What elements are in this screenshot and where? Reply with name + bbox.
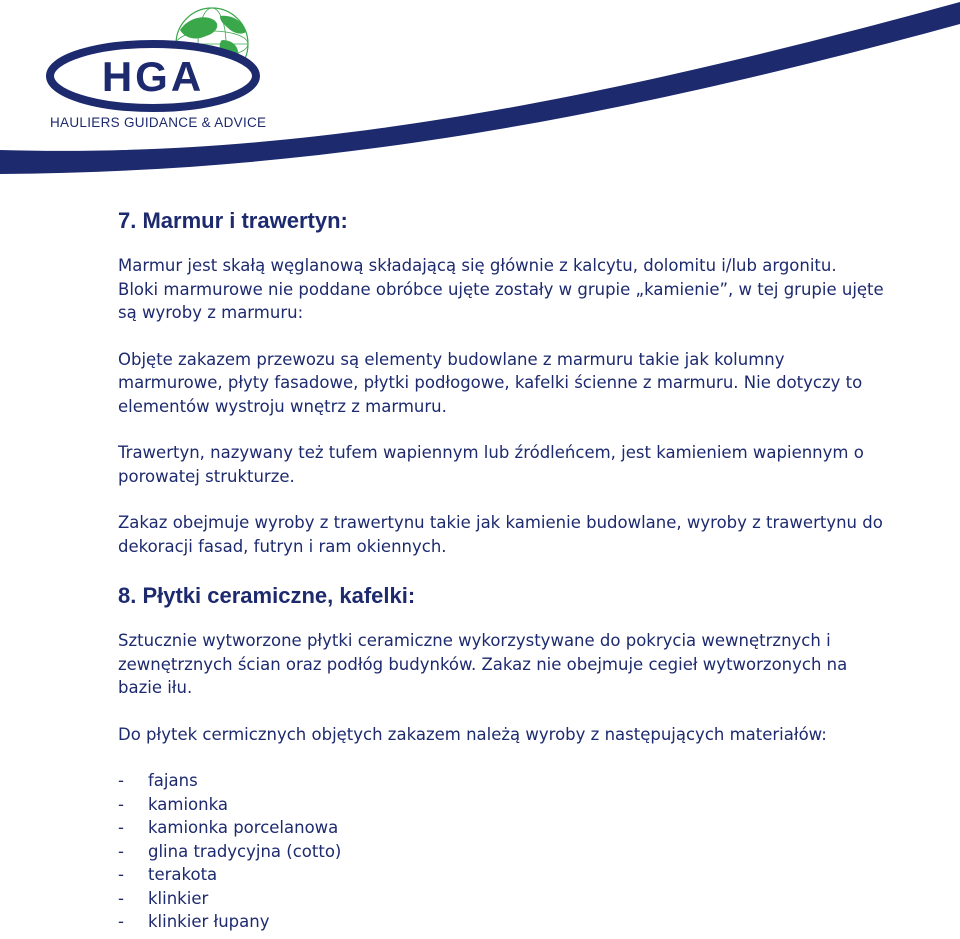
text-line: dekoracji fasad, futryn i ram okiennych. [118,536,447,556]
list-bullet: - [118,841,124,861]
list-item-text: klinkier łupany [148,912,270,931]
text-line: zewnętrznych ścian oraz podłóg budynków. Zakaz nie obejmuje cegieł wytworzonych na [118,654,848,674]
list-bullet: - [118,912,124,931]
list-item [118,769,918,793]
text-line: porowatej strukturze. [118,466,295,486]
section-marble-travertine [118,206,918,558]
list-item-text: klinkier [148,888,209,908]
text-line: elementów wystroju wnętrz z marmuru. [118,396,447,416]
list-bullet: - [118,888,124,908]
paragraph [118,348,918,419]
text-line: Zakaz obejmuje wyroby z trawertynu takie jak kamienie budowlane, wyroby z trawertynu do [118,513,883,532]
paragraph [118,629,918,700]
list-bullet: - [118,818,124,837]
page-header [0,0,960,180]
list-item [118,910,918,934]
section-ceramic-tiles [118,581,918,934]
list-bullet: - [118,771,124,790]
list-bullet: - [118,865,124,884]
list-item-text: terakota [148,865,218,884]
list-item [118,887,918,911]
paragraph [118,723,918,747]
text-line: Marmur jest skałą węglanową składającą się głównie z kalcytu, dolomitu i/lub argonitu. [118,256,837,275]
list-item-text: fajans [148,771,198,790]
hga-logo [50,44,256,108]
list-item [118,793,918,817]
list-item [118,816,918,840]
logo-letters: HGA [101,53,205,100]
paragraph [118,254,918,325]
list-item-text: kamionka [148,794,228,814]
list-item-text: glina tradycyjna (cotto) [148,841,342,861]
paragraph [118,511,918,558]
text-line: Trawertyn, nazywany też tufem wapiennym lub źródleńcem, jest kamieniem wapiennym o [118,443,864,462]
list-item-text: kamionka porcelanowa [148,818,339,837]
text-line: Bloki marmurowe nie poddane obróbce ujęte zostały w grupie „kamienie”, w tej grupie ujęte [118,279,884,299]
section-title: 7. Marmur i trawertyn: [118,208,348,233]
list-item [118,863,918,887]
header-graphics [0,0,960,180]
text-line: Objęte zakazem przewozu są elementy budowlane z marmuru takie jak kolumny [118,349,785,369]
paragraph [118,441,918,488]
text-line: Do płytek cermicznych objętych zakazem należą wyroby z następujących materiałów: [118,724,827,744]
text-line: Sztucznie wytworzone płytki ceramiczne wykorzystywane do pokrycia wewnętrznych i [118,631,831,650]
text-line: są wyroby z marmuru: [118,303,304,322]
list-bullet: - [118,794,124,814]
document-body [118,206,918,934]
list-item [118,840,918,864]
text-line: bazie iłu. [118,678,193,697]
materials-list [118,769,918,934]
section-title: 8. Płytki ceramiczne, kafelki: [118,583,416,608]
logo-tagline: HAULIERS GUIDANCE & ADVICE [50,115,267,130]
text-line: marmurowe, płyty fasadowe, płytki podłogowe, kafelki ścienne z marmuru. Nie dotyczy to [118,373,863,392]
